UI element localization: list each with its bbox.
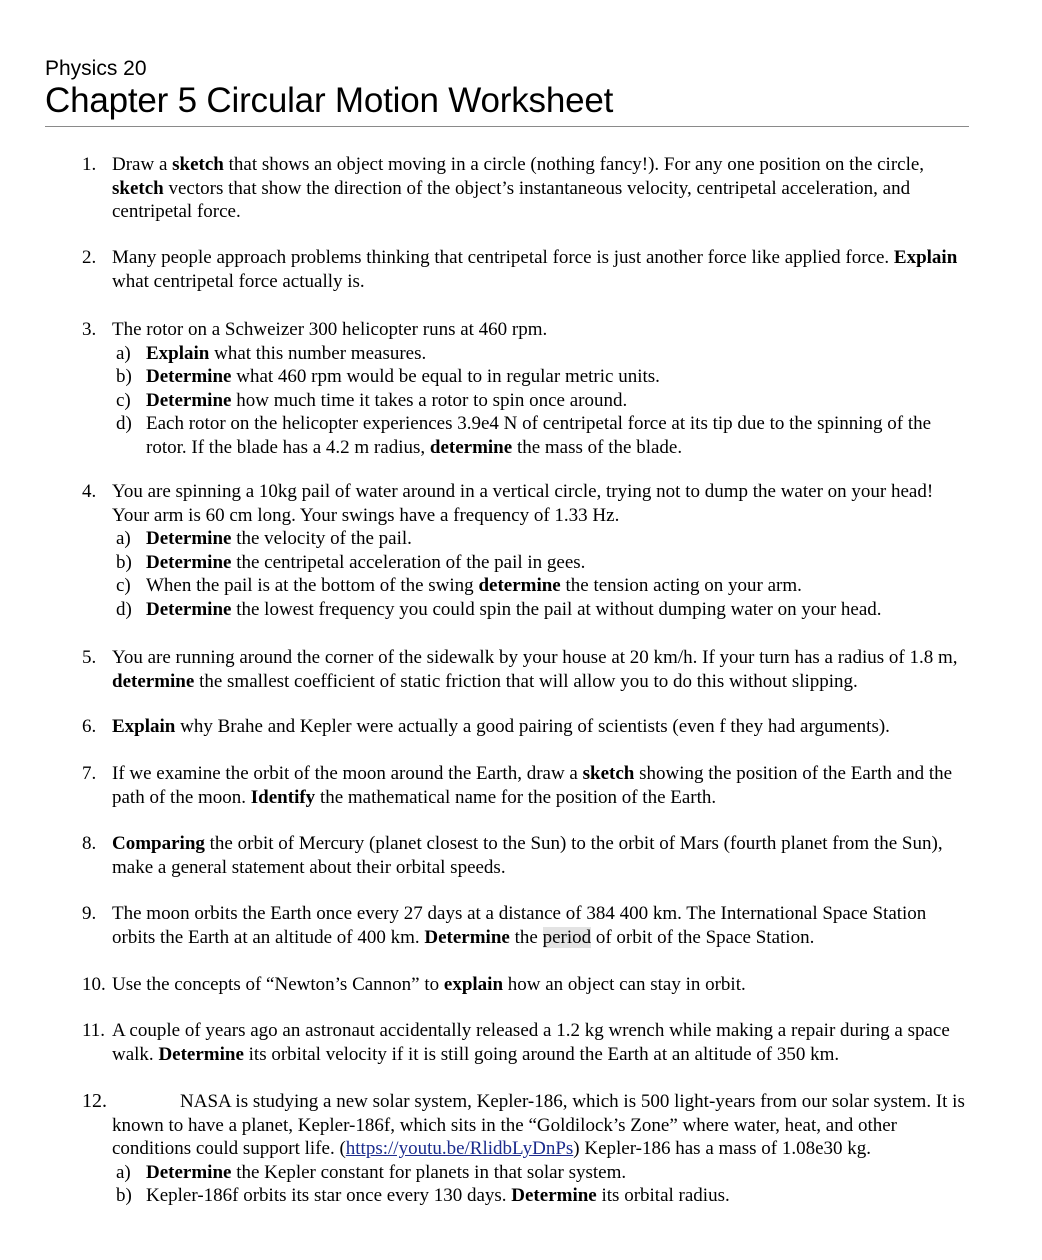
text-run: how an object can stay in orbit. <box>503 974 746 995</box>
question-number: 6. <box>82 716 97 737</box>
text-run: what centripetal force actually is. <box>112 270 365 292</box>
question-8 <box>82 832 972 879</box>
video-link[interactable]: https://youtu.be/RlidbLyDnPs <box>345 1138 574 1160</box>
question-text <box>82 1090 972 1161</box>
text-run: what 460 rpm would be equal to in regular metric units. <box>231 366 660 388</box>
text-run: Many people approach problems thinking that centripetal force is just another force like applied force. <box>112 247 894 268</box>
sub-question-label: b) <box>116 551 132 573</box>
question-text <box>112 646 972 693</box>
instruction-keyword: sketch <box>172 154 224 175</box>
instruction-keyword: Determine <box>146 1161 232 1183</box>
sub-question-c <box>116 389 972 413</box>
text-run: If we examine the orbit of the moon around the Earth, draw a <box>112 763 583 784</box>
question-3 <box>82 318 972 460</box>
question-11 <box>82 1019 972 1066</box>
instruction-keyword: Determine <box>146 389 232 411</box>
instruction-keyword: Identify <box>250 786 316 808</box>
text-run: When the pail is at the bottom of the swing <box>146 575 479 597</box>
question-number: 2. <box>82 247 97 268</box>
title-divider <box>45 126 969 127</box>
sub-question-text <box>146 552 585 573</box>
text-run: how much time it takes a rotor to spin once around. <box>231 389 628 411</box>
sub-question-d <box>116 412 972 459</box>
question-text <box>112 832 972 879</box>
sub-question-label: d) <box>116 413 132 435</box>
sub-question-text <box>146 599 882 620</box>
instruction-keyword: sketch <box>112 177 164 199</box>
instruction-keyword: Comparing <box>112 833 205 854</box>
text-run: the centripetal acceleration of the pail in gees. <box>231 551 586 573</box>
text-run: the <box>509 926 543 948</box>
sub-question-label: d) <box>116 598 132 620</box>
question-5 <box>82 646 972 693</box>
sub-question-a <box>116 342 972 366</box>
sub-question-b <box>116 365 972 389</box>
question-number: 8. <box>82 833 97 854</box>
question-4 <box>82 480 972 622</box>
text-run: the mathematical name for the position of the Earth. <box>315 786 717 808</box>
instruction-keyword: determine <box>112 670 195 692</box>
text-run: what this number measures. <box>209 342 427 364</box>
text-run: Kepler-186f orbits its star once every 130 days. <box>146 1185 512 1207</box>
text-run: ) Kepler-186 has a mass of 1.08e30 kg. <box>573 1138 872 1160</box>
text-run: the lowest frequency you could spin the pail at without dumping water on your head. <box>231 598 882 620</box>
sub-question-label: a) <box>116 342 131 364</box>
question-2 <box>82 246 972 293</box>
sub-question-label: a) <box>116 528 131 550</box>
instruction-keyword: determine <box>429 436 513 458</box>
text-run: of orbit of the Space Station. <box>591 926 815 948</box>
question-text <box>112 318 972 342</box>
instruction-keyword: Determine <box>146 598 232 620</box>
text-run: NASA is studying a new solar system, Kepler-186, which is 500 light-years from our solar system. It is known to have a planet, Kepler-186f, which sits in the “Goldilock’s Zone” where water, heat, and other conditions could support life. ( <box>112 1091 965 1160</box>
instruction-keyword: Determine <box>511 1185 597 1207</box>
text-run: the smallest coefficient of static friction that will allow you to do this without slipping. <box>194 670 858 692</box>
question-number: 10. <box>82 974 106 995</box>
text-run: The rotor on a Schweizer 300 helicopter runs at 460 rpm. <box>112 319 548 340</box>
question-1 <box>82 153 972 224</box>
instruction-keyword: sketch <box>582 763 635 784</box>
text-run: its orbital velocity if it is still going around the Earth at an altitude of 350 km. <box>243 1043 840 1065</box>
question-text <box>112 715 972 739</box>
text-run: The moon orbits the Earth once every 27 days at a distance of 384 400 km. The International Space Station orbits the Earth at an altitude of 400 km. <box>112 903 927 948</box>
question-text <box>112 246 972 293</box>
sub-question-c <box>116 574 972 598</box>
text-run: Draw a <box>112 154 173 175</box>
sub-question-d <box>116 598 972 622</box>
text-run: why Brahe and Kepler were actually a good pairing of scientists (even f they had arguments). <box>175 716 890 737</box>
sub-question-text <box>146 390 627 411</box>
instruction-keyword: determine <box>478 575 561 597</box>
text-run: Each rotor on the helicopter experiences 3.9e4 N of centripetal force at its tip due to the spinning of the rotor. If the blade has a 4.2 m radius, <box>146 413 932 458</box>
question-12 <box>82 1090 972 1208</box>
text-run: You are spinning a 10kg pail of water around in a vertical circle, trying not to dump the water on your head! Your arm is 60 cm long. Your swings have a frequency of 1.33 Hz. <box>112 481 934 526</box>
instruction-keyword: Explain <box>893 247 958 268</box>
question-text <box>112 762 972 809</box>
sub-question-label: c) <box>116 575 131 597</box>
instruction-keyword: Determine <box>146 551 232 573</box>
question-number: 5. <box>82 647 97 668</box>
text-run: the orbit of Mercury (planet closest to the Sun) to the orbit of Mars (fourth planet from the Sun), make a general statement about their orbital speeds. <box>112 833 943 878</box>
question-number: 1. <box>82 154 97 175</box>
question-10 <box>82 973 972 997</box>
instruction-keyword: Determine <box>424 926 510 948</box>
sub-question-text <box>146 1185 730 1206</box>
instruction-keyword: Determine <box>158 1043 244 1065</box>
instruction-keyword: Explain <box>112 716 176 737</box>
question-text <box>112 902 972 949</box>
course-name: Physics 20 <box>45 57 147 80</box>
question-text <box>112 480 972 527</box>
instruction-keyword: Determine <box>146 366 232 388</box>
highlighted-word: period <box>542 926 592 948</box>
question-text <box>112 973 972 997</box>
question-text <box>112 153 972 224</box>
instruction-keyword: explain <box>443 974 504 995</box>
sub-question-text <box>146 1162 626 1183</box>
sub-question-text <box>146 413 931 458</box>
question-number: 7. <box>82 763 97 784</box>
text-run: its orbital radius. <box>596 1185 730 1207</box>
instruction-keyword: Explain <box>146 342 210 364</box>
sub-question-text <box>146 528 412 549</box>
sub-question-b <box>116 551 972 575</box>
sub-question-label: c) <box>116 389 131 411</box>
sub-question-text <box>146 366 660 387</box>
question-number: 4. <box>82 481 97 502</box>
text-run: You are running around the corner of the sidewalk by your house at 20 km/h. If your turn has a radius of 1.8 m, <box>112 647 958 668</box>
sub-question-text <box>146 575 802 596</box>
sub-question-a <box>116 527 972 551</box>
question-text <box>112 1019 972 1066</box>
question-number: 3. <box>82 319 97 340</box>
question-7 <box>82 762 972 809</box>
sub-question-label: b) <box>116 1185 132 1207</box>
sub-question-a <box>116 1161 972 1185</box>
instruction-keyword: Determine <box>146 528 232 550</box>
text-run: the tension acting on your arm. <box>560 575 802 597</box>
sub-question-label: a) <box>116 1161 131 1183</box>
text-run: showing the position of the Earth and the path of the moon. <box>112 763 953 808</box>
text-run: the mass of the blade. <box>512 436 683 458</box>
sub-question-label: b) <box>116 366 132 388</box>
question-number: 9. <box>82 903 97 924</box>
question-number: 12. <box>82 1090 107 1112</box>
text-run: vectors that show the direction of the object’s instantaneous velocity, centripetal acceleration, and centripetal force. <box>112 177 911 223</box>
worksheet-title: Chapter 5 Circular Motion Worksheet <box>45 81 614 120</box>
text-run: A couple of years ago an astronaut accidentally released a 1.2 kg wrench while making a repair during a space walk. <box>112 1020 950 1065</box>
question-9 <box>82 902 972 949</box>
question-6 <box>82 715 972 739</box>
sub-question-text <box>146 343 426 364</box>
text-run: the velocity of the pail. <box>231 528 412 550</box>
text-run: Use the concepts of “Newton’s Cannon” to <box>112 974 444 995</box>
sub-question-b <box>116 1184 972 1208</box>
question-number: 11. <box>82 1020 106 1041</box>
text-run: the Kepler constant for planets in that solar system. <box>231 1161 627 1183</box>
text-run: that shows an object moving in a circle (nothing fancy!). For any one position on the circle, <box>223 154 925 175</box>
